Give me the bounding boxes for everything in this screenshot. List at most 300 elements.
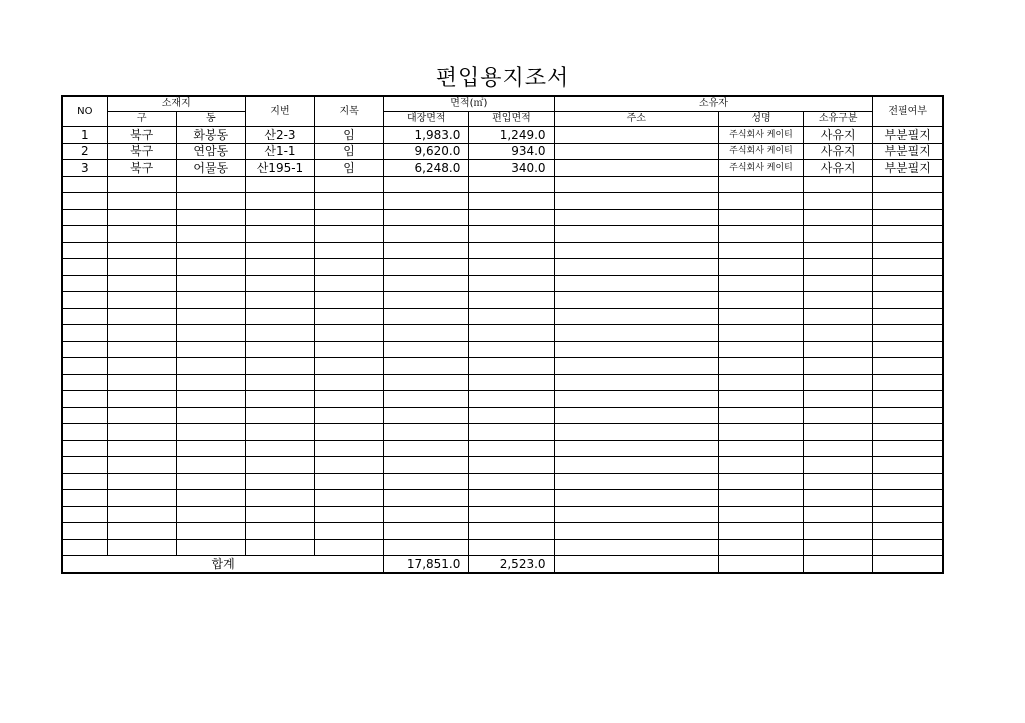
empty-cell [554,176,718,193]
empty-cell [62,358,107,375]
cell-dong: 어물동 [176,160,245,177]
header-dong: 동 [176,112,245,127]
empty-cell [107,308,176,325]
empty-cell [554,226,718,243]
empty-cell [62,209,107,226]
empty-cell [804,539,873,556]
empty-cell [469,209,554,226]
empty-cell [384,473,469,490]
header-ownership-type: 소유구분 [804,112,873,127]
empty-cell [315,407,384,424]
empty-cell [718,374,803,391]
empty-cell [107,193,176,210]
header-row-2 [62,112,943,127]
empty-cell [245,407,314,424]
empty-cell [107,226,176,243]
empty-cell [176,242,245,259]
cell-ownership-type: 사유지 [804,160,873,177]
empty-cell [62,325,107,342]
empty-cell [469,374,554,391]
empty-cell [554,391,718,408]
empty-cell [554,358,718,375]
empty-cell [718,193,803,210]
empty-cell [804,391,873,408]
empty-cell [554,275,718,292]
empty-cell [107,358,176,375]
empty-cell [554,292,718,309]
empty-cell [315,358,384,375]
empty-cell [315,374,384,391]
empty-cell [62,391,107,408]
empty-cell [62,176,107,193]
empty-cell [718,523,803,540]
empty-cell [804,490,873,507]
empty-cell [554,209,718,226]
empty-cell [62,440,107,457]
empty-row [62,539,943,556]
empty-cell [873,407,943,424]
cell-jimok: 임 [315,143,384,160]
empty-cell [62,242,107,259]
empty-cell [315,440,384,457]
empty-cell [245,176,314,193]
cell-transfer-status: 부분필지 [873,143,943,160]
cell-no: 2 [62,143,107,160]
empty-cell [554,308,718,325]
empty-cell [62,292,107,309]
table-row [62,160,943,177]
empty-cell [176,259,245,276]
empty-cell [873,209,943,226]
cell-incorporated-area: 1,249.0 [469,127,554,144]
header-name: 성명 [718,112,803,127]
empty-cell [469,457,554,474]
empty-cell [718,440,803,457]
empty-cell [62,457,107,474]
empty-row [62,275,943,292]
empty-cell [469,523,554,540]
empty-cell [176,424,245,441]
empty-cell [245,193,314,210]
empty-cell [62,424,107,441]
empty-cell [873,193,943,210]
total-incorporated-area: 2,523.0 [469,556,554,573]
empty-cell [107,176,176,193]
cell-ownership-type: 사유지 [804,127,873,144]
empty-cell [245,440,314,457]
empty-cell [107,490,176,507]
empty-cell [804,193,873,210]
empty-cell [245,226,314,243]
empty-cell [718,209,803,226]
empty-cell [62,226,107,243]
empty-cell [245,391,314,408]
empty-cell [245,341,314,358]
total-row [62,556,943,573]
empty-cell [315,275,384,292]
empty-cell [873,308,943,325]
empty-cell [873,523,943,540]
empty-cell [176,523,245,540]
empty-row [62,424,943,441]
empty-row [62,358,943,375]
empty-cell [107,424,176,441]
empty-cell [469,259,554,276]
empty-row [62,259,943,276]
empty-cell [176,457,245,474]
empty-cell [245,308,314,325]
empty-cell [245,424,314,441]
header-jibeon: 지번 [245,96,314,127]
empty-cell [107,341,176,358]
empty-cell [718,176,803,193]
empty-cell [384,506,469,523]
cell-ledger-area: 6,248.0 [384,160,469,177]
empty-cell [315,391,384,408]
document-title: 편입용지조서 [435,66,570,91]
cell-ledger-area: 1,983.0 [384,127,469,144]
empty-row [62,374,943,391]
cell-ownership-type: 사유지 [804,143,873,160]
empty-cell [873,490,943,507]
empty-cell [107,292,176,309]
empty-row [62,341,943,358]
empty-cell [176,391,245,408]
cell-jibeon: 산195-1 [245,160,314,177]
cell-no: 3 [62,160,107,177]
empty-cell [804,292,873,309]
header-address: 주소 [554,112,718,127]
empty-row [62,506,943,523]
empty-cell [469,292,554,309]
empty-cell [107,259,176,276]
empty-cell [804,457,873,474]
empty-cell [107,275,176,292]
cell-jibeon: 산2-3 [245,127,314,144]
table-row [62,143,943,160]
empty-cell [718,308,803,325]
cell-jimok: 임 [315,160,384,177]
empty-cell [315,490,384,507]
header-no: NO [62,96,107,127]
empty-cell [384,259,469,276]
empty-cell [384,292,469,309]
empty-cell [469,407,554,424]
header-gu: 구 [107,112,176,127]
empty-cell [804,440,873,457]
total-transfer-blank [873,556,943,573]
empty-cell [554,473,718,490]
empty-cell [176,374,245,391]
empty-cell [245,490,314,507]
cell-jimok: 임 [315,127,384,144]
empty-cell [873,457,943,474]
empty-row [62,226,943,243]
empty-cell [718,457,803,474]
empty-cell [873,424,943,441]
empty-cell [245,275,314,292]
empty-cell [245,259,314,276]
empty-row [62,209,943,226]
empty-cell [107,506,176,523]
empty-cell [384,325,469,342]
empty-row [62,440,943,457]
empty-cell [245,523,314,540]
empty-cell [384,176,469,193]
empty-cell [718,292,803,309]
empty-cell [554,539,718,556]
empty-cell [245,473,314,490]
cell-address [554,160,718,177]
empty-row [62,473,943,490]
empty-cell [469,358,554,375]
empty-cell [62,473,107,490]
empty-cell [469,325,554,342]
empty-cell [176,292,245,309]
header-row-1 [62,96,943,112]
empty-cell [315,506,384,523]
empty-cell [315,523,384,540]
empty-cell [718,341,803,358]
empty-cell [107,242,176,259]
cell-no: 1 [62,127,107,144]
empty-cell [315,242,384,259]
cell-name: 주식회사 케이티 [718,160,803,177]
empty-cell [873,259,943,276]
empty-cell [384,341,469,358]
empty-cell [315,341,384,358]
empty-cell [718,242,803,259]
empty-cell [718,358,803,375]
empty-cell [62,506,107,523]
empty-cell [384,275,469,292]
empty-cell [176,490,245,507]
empty-cell [315,259,384,276]
header-area: 면적(㎡) [384,96,554,112]
cell-gu: 북구 [107,143,176,160]
empty-cell [176,341,245,358]
empty-cell [176,358,245,375]
cell-address [554,143,718,160]
empty-cell [804,209,873,226]
total-ledger-area: 17,851.0 [384,556,469,573]
empty-cell [384,358,469,375]
empty-cell [107,473,176,490]
empty-cell [62,523,107,540]
empty-cell [873,358,943,375]
empty-cell [804,424,873,441]
empty-cell [107,539,176,556]
empty-cell [873,374,943,391]
empty-cell [718,407,803,424]
empty-cell [176,226,245,243]
empty-cell [469,473,554,490]
empty-cell [873,391,943,408]
empty-row [62,176,943,193]
total-label: 합계 [62,556,384,573]
empty-row [62,193,943,210]
empty-cell [384,374,469,391]
header-location: 소재지 [107,96,245,112]
empty-cell [718,325,803,342]
empty-cell [554,440,718,457]
cell-dong: 연암동 [176,143,245,160]
empty-cell [804,259,873,276]
header-ledger-area: 대장면적 [384,112,469,127]
empty-cell [469,424,554,441]
empty-cell [107,457,176,474]
empty-cell [62,193,107,210]
empty-cell [718,539,803,556]
empty-cell [176,176,245,193]
empty-cell [718,473,803,490]
empty-row [62,407,943,424]
empty-cell [804,506,873,523]
empty-cell [62,308,107,325]
empty-cell [176,193,245,210]
empty-cell [176,506,245,523]
empty-cell [469,490,554,507]
total-address-blank [554,556,718,573]
empty-cell [384,457,469,474]
cell-incorporated-area: 934.0 [469,143,554,160]
empty-cell [384,209,469,226]
empty-cell [245,325,314,342]
cell-transfer-status: 부분필지 [873,127,943,144]
cell-jibeon: 산1-1 [245,143,314,160]
empty-row [62,457,943,474]
empty-cell [245,242,314,259]
empty-cell [804,374,873,391]
empty-cell [873,440,943,457]
header-transfer-status: 전필여부 [873,96,943,127]
empty-cell [384,424,469,441]
empty-cell [62,275,107,292]
empty-cell [107,440,176,457]
empty-cell [873,292,943,309]
header-jimok: 지목 [315,96,384,127]
empty-cell [315,193,384,210]
empty-cell [718,275,803,292]
empty-cell [718,226,803,243]
empty-cell [873,226,943,243]
empty-cell [804,308,873,325]
empty-cell [873,176,943,193]
empty-cell [62,539,107,556]
cell-dong: 화봉동 [176,127,245,144]
cell-transfer-status: 부분필지 [873,160,943,177]
empty-cell [873,242,943,259]
empty-cell [384,539,469,556]
empty-cell [176,308,245,325]
empty-row [62,308,943,325]
cell-gu: 북구 [107,127,176,144]
empty-row [62,292,943,309]
empty-cell [384,226,469,243]
empty-cell [384,407,469,424]
empty-cell [718,259,803,276]
empty-cell [554,242,718,259]
empty-cell [718,424,803,441]
empty-cell [176,275,245,292]
empty-cell [554,193,718,210]
empty-cell [469,506,554,523]
empty-cell [469,193,554,210]
empty-cell [245,457,314,474]
empty-cell [384,391,469,408]
empty-cell [469,176,554,193]
empty-cell [804,523,873,540]
header-incorporated-area: 편입면적 [469,112,554,127]
empty-cell [804,242,873,259]
empty-cell [384,490,469,507]
empty-cell [873,341,943,358]
land-survey-table [61,95,944,574]
empty-cell [107,209,176,226]
empty-cell [176,325,245,342]
empty-cell [554,374,718,391]
empty-cell [554,325,718,342]
empty-cell [554,341,718,358]
empty-cell [384,523,469,540]
empty-row [62,523,943,540]
empty-row [62,242,943,259]
empty-cell [315,539,384,556]
cell-name: 주식회사 케이티 [718,143,803,160]
empty-cell [804,176,873,193]
empty-cell [107,374,176,391]
empty-cell [554,523,718,540]
empty-cell [62,374,107,391]
empty-cell [245,292,314,309]
empty-cell [245,539,314,556]
empty-cell [384,308,469,325]
empty-cell [554,457,718,474]
empty-cell [315,226,384,243]
empty-cell [469,308,554,325]
empty-cell [62,490,107,507]
empty-cell [804,358,873,375]
empty-cell [315,292,384,309]
empty-cell [245,358,314,375]
empty-cell [804,226,873,243]
empty-row [62,325,943,342]
empty-cell [107,523,176,540]
empty-cell [315,209,384,226]
total-name-blank [718,556,803,573]
empty-cell [873,325,943,342]
empty-cell [469,539,554,556]
empty-cell [62,407,107,424]
empty-cell [873,506,943,523]
empty-cell [718,391,803,408]
empty-cell [176,407,245,424]
cell-incorporated-area: 340.0 [469,160,554,177]
empty-row [62,391,943,408]
empty-cell [315,325,384,342]
empty-cell [718,506,803,523]
empty-cell [554,506,718,523]
empty-cell [873,473,943,490]
cell-gu: 북구 [107,160,176,177]
cell-ledger-area: 9,620.0 [384,143,469,160]
empty-cell [176,473,245,490]
table-row [62,127,943,144]
empty-cell [245,374,314,391]
empty-cell [384,242,469,259]
empty-cell [176,539,245,556]
empty-row [62,490,943,507]
